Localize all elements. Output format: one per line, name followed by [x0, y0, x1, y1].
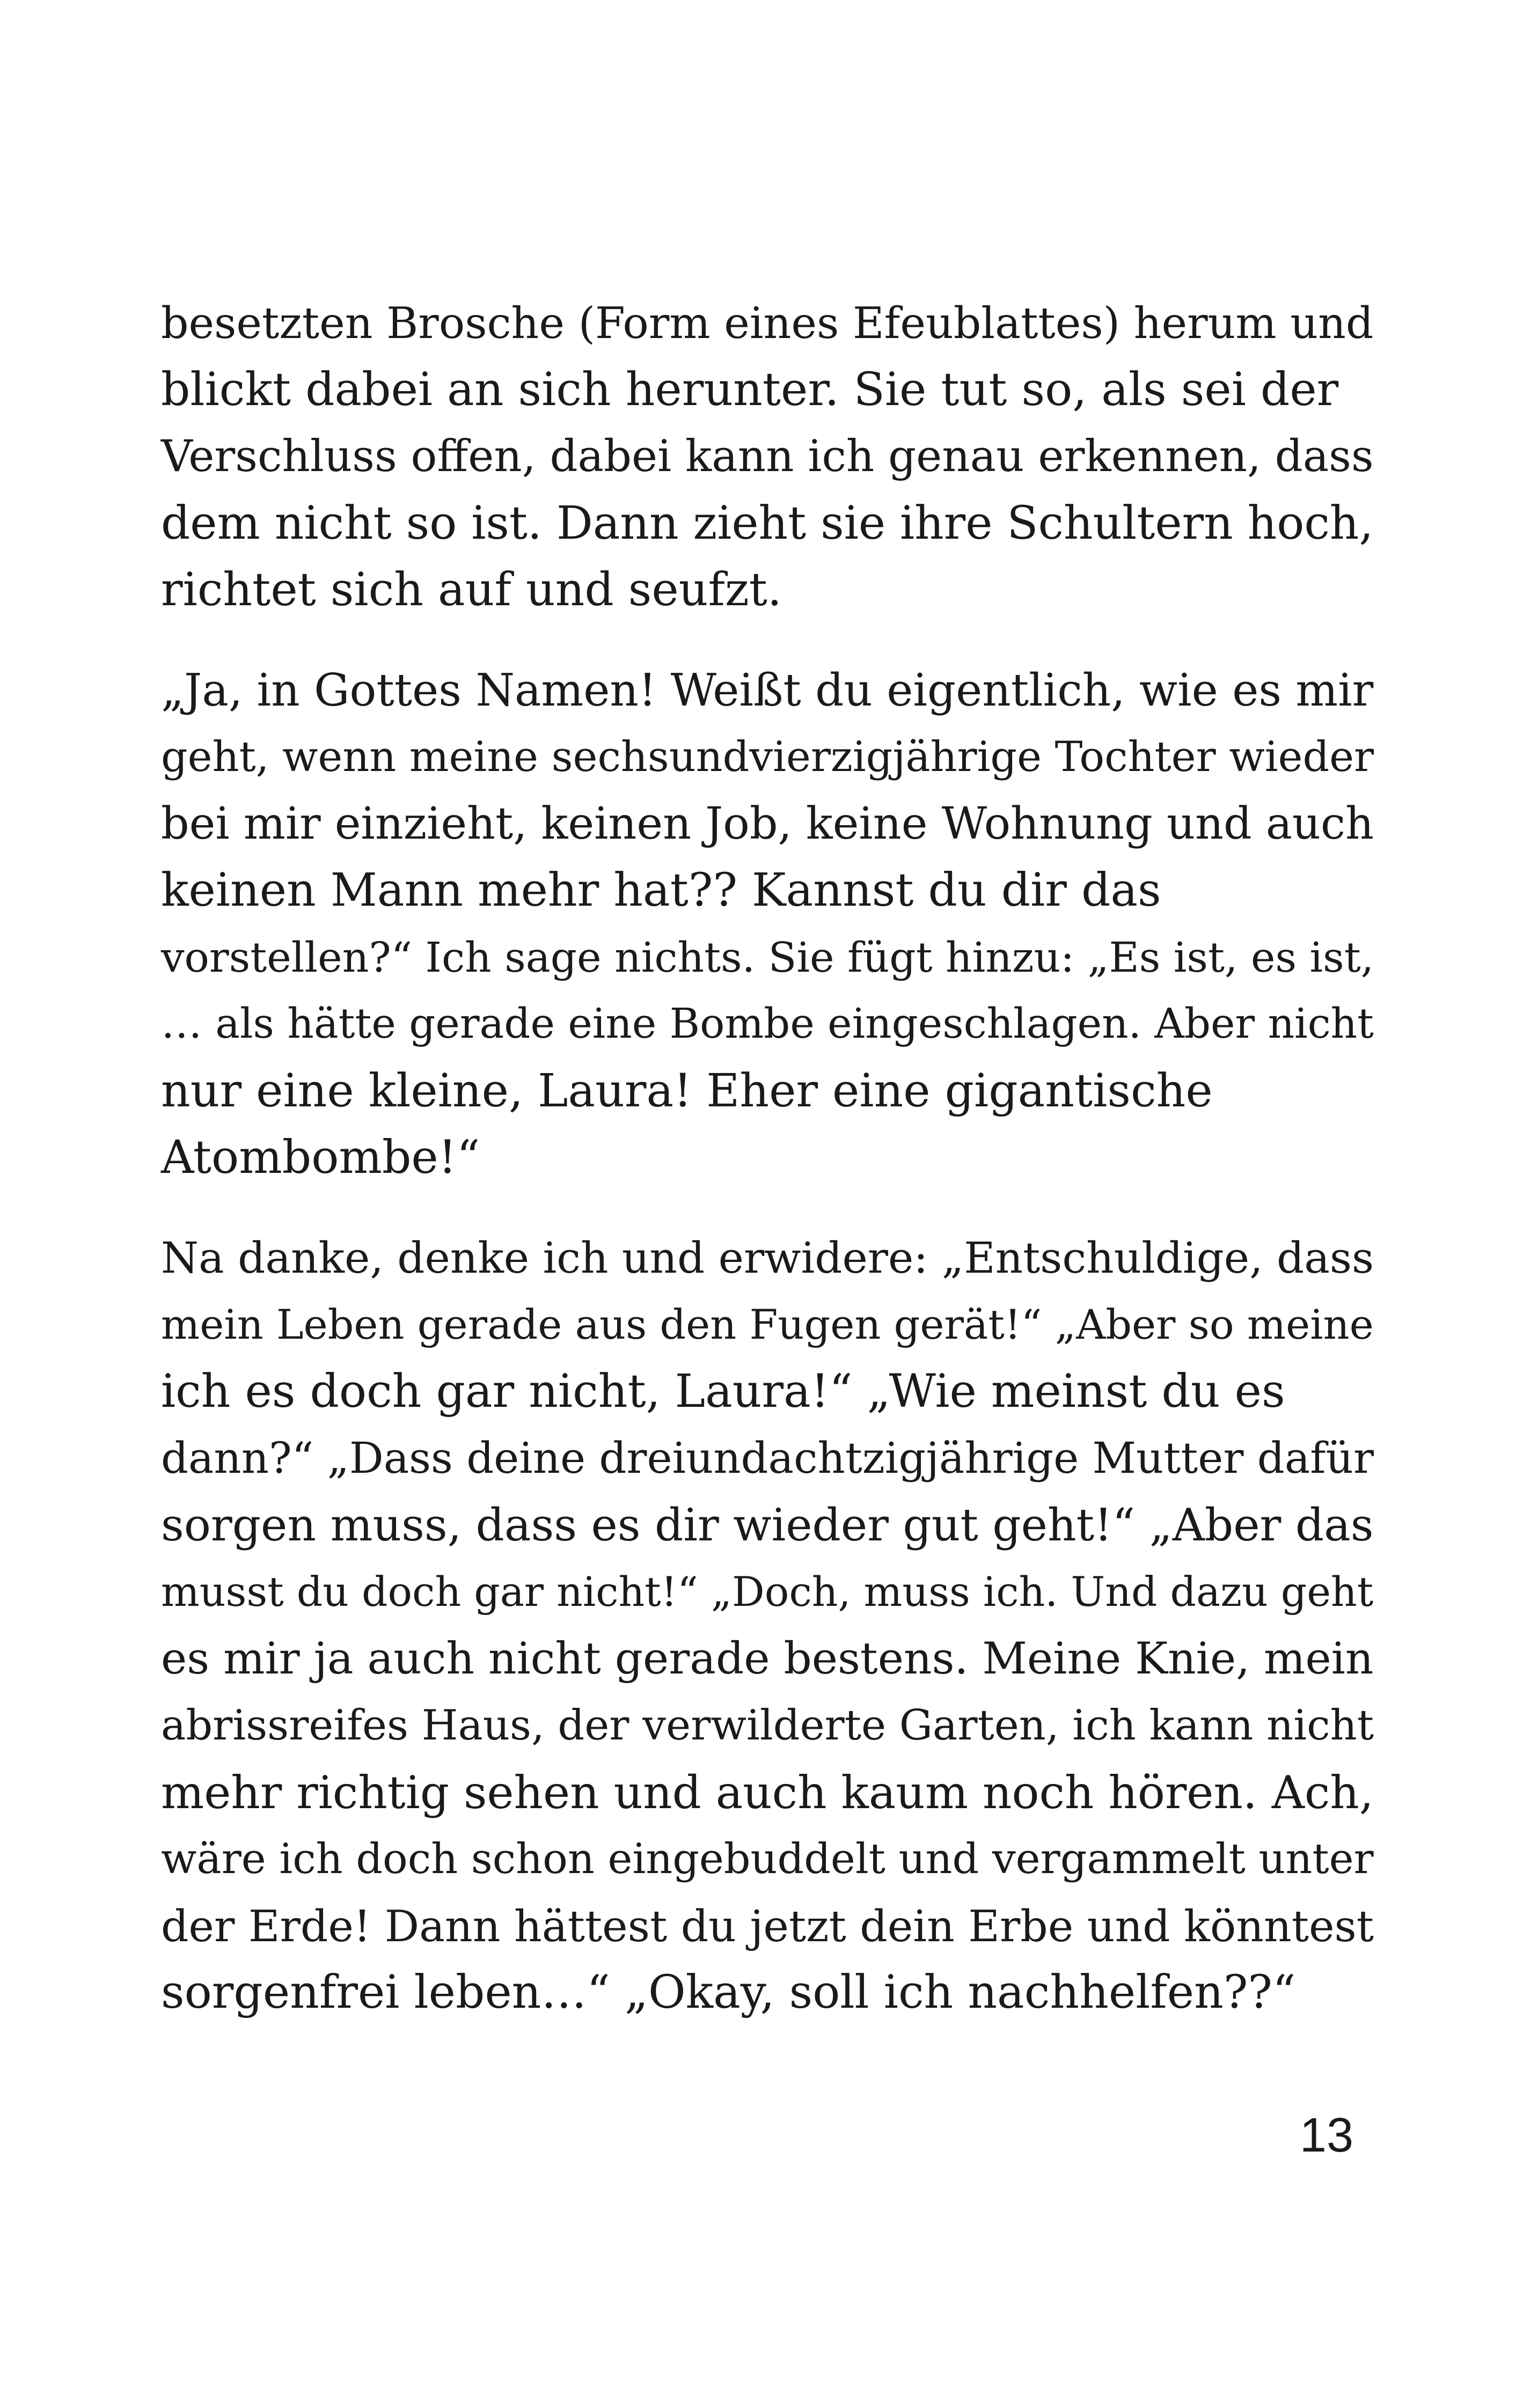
text-line: Atombombe!“	[161, 1131, 480, 1184]
text-line: es mir ja auch nicht gerade bestens. Meine Knie, mein	[161, 1633, 1374, 1684]
text-line: Verschluss offen, dabei kann ich genau erkennen, dass	[161, 431, 1374, 482]
paragraph-2	[161, 657, 1374, 1192]
text-line: keinen Mann mehr hat?? Kannst du dir das	[161, 864, 1161, 917]
text-line: richtet sich auf und seufzt.	[161, 563, 782, 616]
text-line: vorstellen?“ Ich sage nichts. Sie fügt hinzu: „Es ist, es ist,	[161, 933, 1374, 982]
paragraph-1	[161, 290, 1374, 624]
text-line: sorgenfrei leben…“ „Okay, soll ich nachhelfen??“	[161, 1966, 1296, 2019]
text-line: sorgen muss, dass es dir wieder gut geht!“ „Aber das	[161, 1499, 1374, 1551]
text-line: bei mir einzieht, keinen Job, keine Wohnung und auch	[161, 798, 1374, 849]
text-line: wäre ich doch schon eingebuddelt und vergammelt unter	[161, 1835, 1374, 1883]
text-line: der Erde! Dann hättest du jetzt dein Erbe und könntest	[161, 1900, 1374, 1951]
text-line: Na danke, denke ich und erwidere: „Entschuldige, dass	[161, 1232, 1374, 1283]
text-line: blickt dabei an sich herunter. Sie tut so, als sei der	[161, 363, 1339, 416]
text-line: „Ja, in Gottes Namen! Weißt du eigentlich, wie es mir	[161, 664, 1374, 716]
text-line: geht, wenn meine sechsundvierzigjährige Tochter wieder	[161, 733, 1374, 781]
text-line: ich es doch gar nicht, Laura!“ „Wie meinst du es	[161, 1364, 1285, 1418]
text-line: besetzten Brosche (Form eines Efeublattes) herum und	[161, 298, 1374, 348]
text-line: mehr richtig sehen und auch kaum noch hören. Ach,	[161, 1765, 1374, 1819]
paragraph-3	[161, 1225, 1374, 2027]
text-line: mein Leben gerade aus den Fugen gerät!“ „Aber so meine	[161, 1301, 1374, 1348]
text-line: musst du doch gar nicht!“ „Doch, muss ich. Und dazu geht	[161, 1568, 1374, 1616]
text-line: … als hätte gerade eine Bombe eingeschlagen. Aber nicht	[161, 1000, 1374, 1048]
page-number: 13	[1299, 2109, 1353, 2162]
body-text	[161, 290, 1374, 2027]
text-line: dann?“ „Dass deine dreiundachtzigjährige Mutter dafür	[161, 1433, 1374, 1483]
text-line: abrissreifes Haus, der verwilderte Garten, ich kann nicht	[161, 1701, 1374, 1750]
text-line: nur eine kleine, Laura! Eher eine gigantische	[161, 1064, 1213, 1118]
text-line: dem nicht so ist. Dann zieht sie ihre Schultern hoch,	[161, 496, 1374, 550]
